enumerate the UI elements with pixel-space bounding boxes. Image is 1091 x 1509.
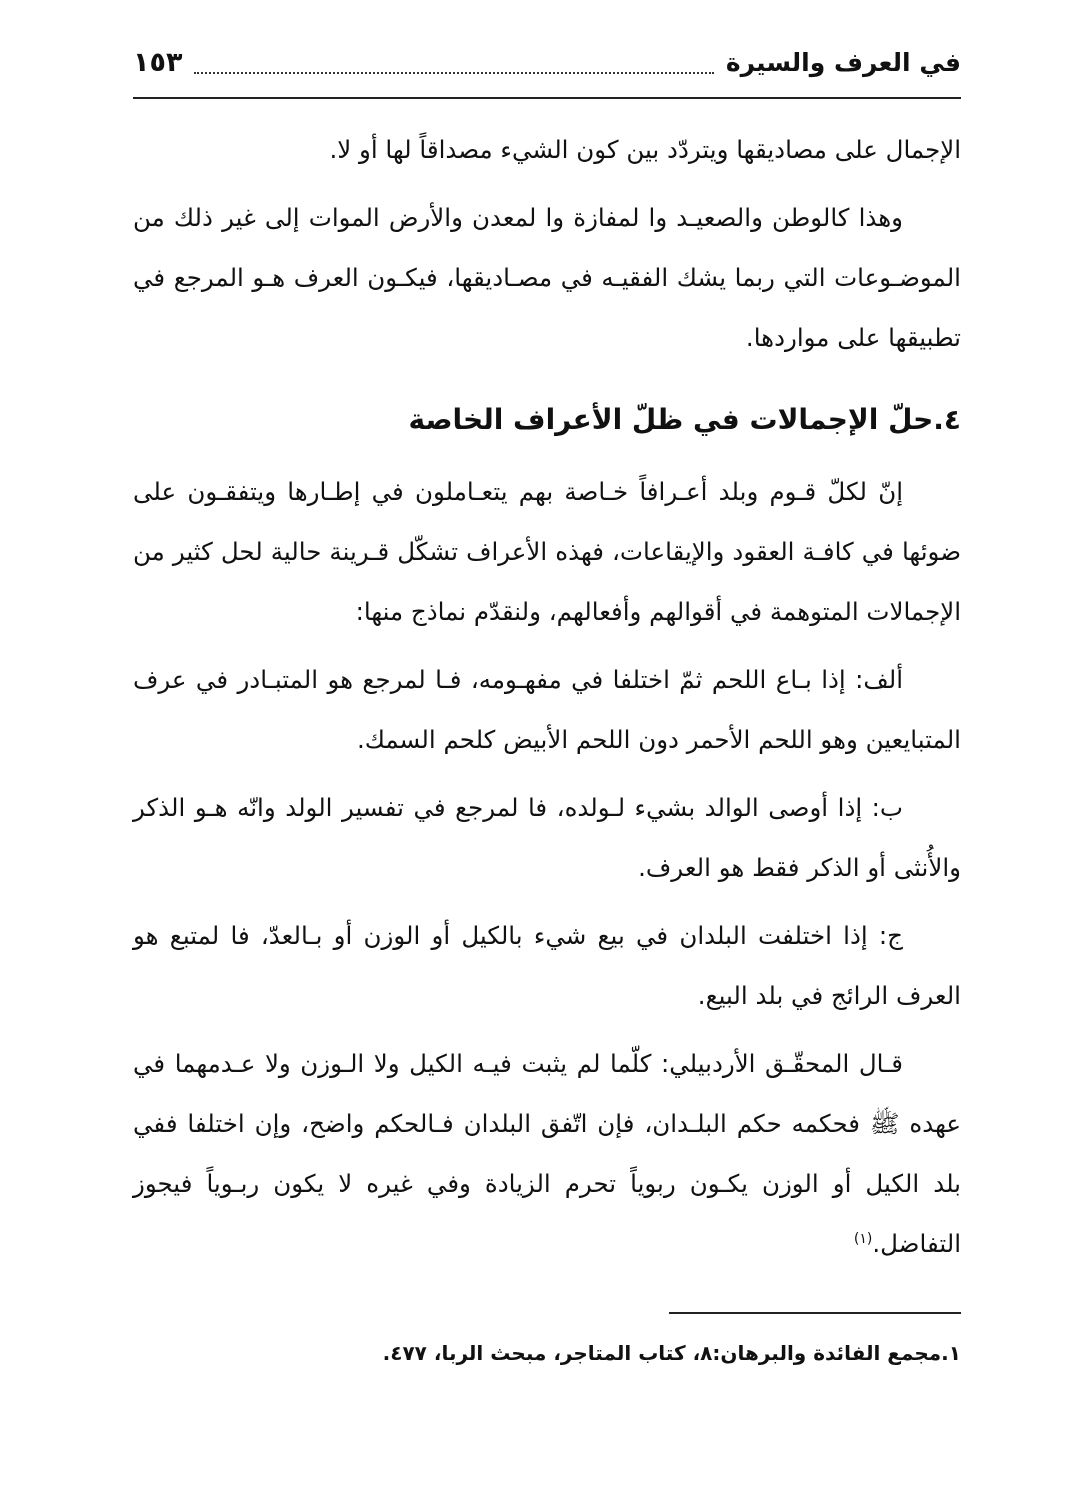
running-title: في العرف والسيرة (725, 47, 961, 77)
paragraph-example-jim: ج: إذا اختلفت البلدان في بيع شيء بالكيل أو الوزن أو بـالعدّ، فا لمتبع هو العرف الرائج في بلد البيع. (133, 921, 961, 1010)
paragraph: وهذا كالوطن والصعيـد وا لمفازة وا لمعدن والأرض الموات إلى غير ذلك من الموضـوعات التي ربما يشك الفقيـه في مصـاديقها، فيكـون العرف هـو المرجع في تطبيقها على مواردها. (133, 203, 961, 352)
paragraph-example-ba: ب: إذا أوصى الوالد بشيء لـولده، فا لمرجع في تفسير الولد وانّه هـو الذكر والأُنثى أو الذكر فقط هو العرف. (133, 793, 961, 882)
paragraph-quote (133, 1034, 961, 1274)
page-number: ١٥٣ (133, 46, 183, 78)
quote-text: قـال المحقّـق الأردبيلي: كلّما لم يثبت فيـه الكيل ولا الـوزن ولا عـدمهما في عهده ﷺ فحكمه حكم البلـدان، فإن اتّفق البلدان فـالحكم واضح، وإن اختلفا ففي بلد الكيل أو الوزن يكـون ربوياً تحرم الزيادة وفي غيره لا يكون ربـوياً فيجوز التفاضل. (133, 1049, 961, 1258)
header-divider (133, 97, 961, 99)
footnote: ١.مجمع الفائدة والبرهان:٨، كتاب المتاجر، مبحث الربا، ٤٧٧. (382, 1341, 961, 1365)
footnote-reference[interactable]: (١) (853, 1230, 873, 1247)
page-header (133, 40, 961, 84)
dotted-leader (194, 60, 713, 74)
footnote-divider (669, 1312, 961, 1314)
paragraph-example-alef: ألف: إذا بـاع اللحم ثمّ اختلفا في مفهـومه، فـا لمرجع هو المتبـادر في عرف المتبايعين وهو اللحم الأحمر دون اللحم الأبيض كلحم السمك. (133, 665, 961, 754)
section-heading: ٤.حلّ الإجمالات في ظلّ الأعراف الخاصة (408, 403, 961, 436)
main-text (133, 120, 961, 1282)
paragraph: إنّ لكلّ قـوم وبلد أعـرافاً خـاصة بهم يتعـاملون في إطـارها ويتفقـون على ضوئها في كافـة العقود والإيقاعات، فهذه الأعراف تشكّل قـرينة حالية لحل كثير من الإجمالات المتوهمة في أقوالهم وأفعالهم، ولنقدّم نماذج منها: (133, 477, 961, 626)
paragraph-continuation: الإجمال على مصاديقها ويتردّد بين كون الشيء مصداقاً لها أو لا. (329, 135, 961, 164)
